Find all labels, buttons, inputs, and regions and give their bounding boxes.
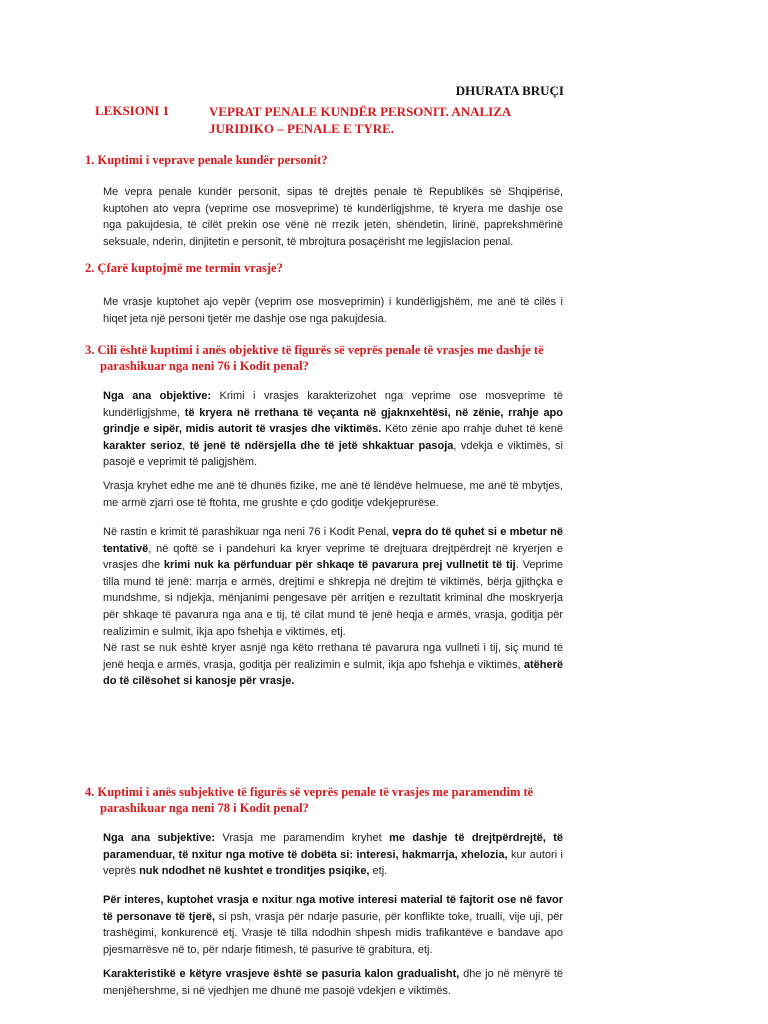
question-1-paragraph: Me vepra penale kundër personit, sipas të drejtës penale të Republikës së Shqipërisë, kuptohen ato vepra (veprime ose mosveprime) të kundërligjshme, të kryera me dashje ose nga pakujdesia, të cilët prekin ose vënë në rrezik jetën, shëndetin, lirinë, paprekshmërinë seksuale, nderin, dinjitetin e personit, të mbrojtura posaçërisht me legjislacion penal.: [103, 186, 563, 248]
bold-run: Karakteristikë e këtyre vrasjeve është se pasuria kalon gradualisht,: [103, 968, 460, 980]
text-run: , në qoftë se i pandehuri ka kryer veprime të drejtuara drejtpërdrejt në kryerjen e vrasjes dhe: [103, 542, 563, 572]
text-run: si psh, vrasja për ndarje pasurie, për konflikte toke, trualli, vije uji, për trashëgimi, konkurencë etj. Vrasje të tilla ndodhin shpesh midis trafikantëve e bandave apo pjesmarrësve në to, për ndarje fitimesh, të pasurive të grabitura, etj.: [103, 910, 563, 956]
bold-run: Për interes, kuptohet vrasja e nxitur nga motive interesi material të fajtorit ose në favor të personave të tjerë,: [103, 894, 563, 923]
text-run: kur autori i veprës: [103, 848, 563, 878]
question-4-paragraph-2: [103, 892, 563, 958]
text-run: Në rast se nuk është kryer asnjë nga këto rrethana të pavarura nga vullneti i tij, siç mund të jenë heqja e armës, vrasja, goditja për realizimin e sulmit, ikja apo fshehja e viktimës,: [103, 642, 563, 671]
question-3-paragraph-3: [103, 524, 563, 640]
subjective-side-label: Nga ana subjektive:: [103, 832, 215, 844]
bold-run: karakter serioz: [103, 439, 183, 452]
bold-run: atëherë do të cilësohet si kanosje për vrasje.: [103, 658, 563, 688]
bold-run: të jenë të ndërsjella dhe të jetë shkaktuar pasoja: [189, 439, 454, 452]
question-1-heading: 1. Kuptimi i veprave penale kundër personit?: [85, 153, 328, 167]
question-3-paragraph-4: [103, 640, 563, 690]
bold-run: krimi nuk ka përfunduar për shkaqe të pavarura prej vullnetit të tij: [163, 559, 516, 572]
question-3-heading: 3. Cili është kuptimi i anës objektive të figurës së veprës penale të vrasjes me dashje të parashikuar nga neni 76 i Kodit penal?: [85, 343, 544, 373]
bold-run: të kryera në rrethana të veçanta në gjaknxehtësi, në zënie, rrahje apo grindje e sipër, midis autorit të vrasjes dhe viktimës.: [103, 406, 563, 436]
objective-side-label: Nga ana objektive:: [103, 390, 212, 402]
text-run: Në rastin e krimit të parashikuar nga neni 76 i Kodit Penal,: [103, 526, 393, 538]
lesson-title: VEPRAT PENALE KUNDËR PERSONIT. ANALIZA JURIDIKO – PENALE E TYRE.: [209, 104, 511, 136]
author-name: DHURATA BRUÇI: [455, 83, 564, 98]
question-2-heading: 2. Çfarë kuptojmë me termin vrasje?: [85, 261, 283, 275]
text-run: Vrasja me paramendim kryhet: [215, 832, 390, 844]
bold-run: vepra do të quhet si e mbetur në tentativë: [103, 526, 563, 555]
lesson-label: LEKSIONI 1: [95, 103, 170, 118]
text-run: Këto zënie apo rrahje duhet të kenë: [381, 423, 563, 436]
text-run: , vdekja e viktimës, si pasojë e veprimit të paligjshëm.: [103, 439, 563, 469]
bold-run: me dashje të drejtpërdrejtë, të paramenduar, të nxitur nga motive të dobëta si: interesi, hakmarrja, xhelozia,: [103, 832, 563, 861]
question-3-paragraph-1: [103, 388, 563, 471]
text-run: dhe jo në mënyrë të menjëhershme, si në vjedhjen me dhunë me pasojë vdekjen e viktimës.: [103, 968, 563, 997]
text-run: ,: [182, 439, 190, 452]
text-run: etj.: [369, 865, 388, 878]
question-3-paragraph-2: Vrasja kryhet edhe me anë të dhunës fizike, me anë të lëndëve helmuese, me anë të mbytjes, me armë zjarri ose të ftohta, me grushte e çdo goditje vdekjeprurëse.: [103, 480, 563, 509]
question-4-paragraph-3: [103, 966, 563, 999]
question-2-paragraph: Me vrasje kuptohet ajo vepër (veprim ose mosveprimin) i kundërligjshëm, me anë të cilës i hiqet jeta një personi tjetër me dashje ose nga pakujdesia.: [103, 296, 563, 325]
question-4-paragraph-1: [103, 830, 563, 880]
text-run: Krimi i vrasjes karakterizohet nga veprime ose mosveprime të kundërligjshme,: [103, 390, 563, 419]
bold-run: nuk ndodhet në kushtet e tronditjes psiqike,: [139, 865, 370, 878]
text-run: . Veprime tilla mund të jenë: marrja e armës, drejtimi e shkrepja në drejtim të viktimës, bërja gjithçka e mundshme, si ndjekja, mënjanimi pengesave për arritjen e rezultatit kriminal dhe moskryerja për shkaqe të pavarura nga ana e tij, të cilat mund të jenë heqja e armës, vrasja, goditja për realizimin e sulmit, ikja apo fshehja e viktimës, etj.: [103, 559, 564, 638]
question-4-heading: 4. Kuptimi i anës subjektive të figurës së veprës penale të vrasjes me paramendim të parashikuar nga neni 78 i Kodit penal?: [85, 785, 534, 815]
